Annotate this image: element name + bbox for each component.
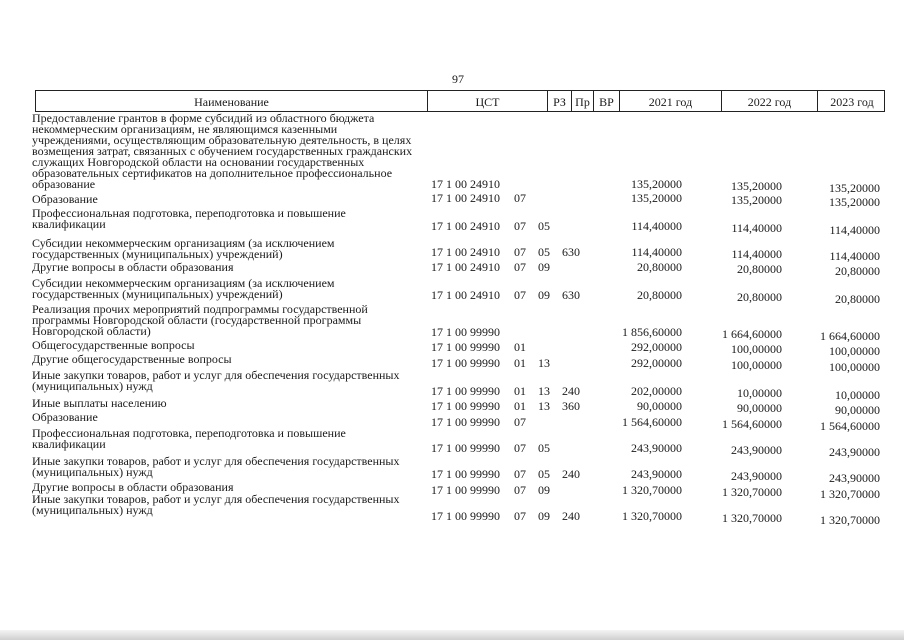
- row-value-2023: 135,20000: [829, 195, 880, 209]
- row-pr: 13: [538, 384, 550, 398]
- row-value-2021: 20,80000: [637, 260, 682, 274]
- header-2022: 2022 год: [722, 91, 818, 111]
- row-name: Иные закупки товаров, работ и услуг для обеспечения государственных (муниципальных) нужд: [32, 368, 400, 393]
- row-value-2022: 114,40000: [731, 247, 782, 261]
- row-rz: 07: [514, 441, 526, 455]
- row-cst: 17 1 00 99990: [431, 384, 500, 398]
- row-name: Предоставление грантов в форме субсидий из областного бюджета некоммерческим организациям, не являющимся казенными учреждениями, осуществляющим образовательную деятельность, в целях возмещения затрат, связанных с обучением государственных гражданских служащих Новгородской области на основании государственных образовательных сертификатов на дополнительное профессиональное образование: [32, 111, 413, 191]
- row-value-2022: 90,00000: [737, 401, 782, 415]
- row-cst: 17 1 00 99990: [431, 399, 500, 413]
- row-pr: 09: [538, 260, 550, 274]
- row-value-2022: 243,90000: [731, 469, 782, 483]
- row-cst: 17 1 00 99990: [431, 415, 500, 429]
- row-value-2023: 1 320,70000: [820, 513, 880, 527]
- header-vr: ВР: [594, 91, 620, 111]
- row-cst: 17 1 00 99990: [431, 467, 500, 481]
- row-cst: 17 1 00 99990: [431, 483, 500, 497]
- row-value-2022: 1 564,60000: [722, 417, 782, 431]
- row-rz: 07: [514, 288, 526, 302]
- row-value-2021: 202,00000: [631, 384, 682, 398]
- row-cst: 17 1 00 99990: [431, 356, 500, 370]
- row-cst: 17 1 00 99990: [431, 441, 500, 455]
- row-value-2021: 114,40000: [631, 219, 682, 233]
- row-value-2023: 100,00000: [829, 360, 880, 374]
- row-vr: 360: [562, 399, 580, 413]
- row-value-2023: 114,40000: [829, 223, 880, 237]
- row-cst: 17 1 00 24910: [431, 177, 500, 191]
- row-rz: 01: [514, 340, 526, 354]
- row-name: Субсидии некоммерческим организациям (за исключением государственных (муниципальных) учреждений): [32, 276, 335, 301]
- row-name: Образование: [32, 192, 98, 206]
- row-value-2021: 20,80000: [637, 288, 682, 302]
- header-2021: 2021 год: [620, 91, 722, 111]
- row-cst: 17 1 00 24910: [431, 260, 500, 274]
- row-value-2021: 292,00000: [631, 340, 682, 354]
- row-value-2023: 1 664,60000: [820, 329, 880, 343]
- row-cst: 17 1 00 24910: [431, 219, 500, 233]
- row-rz: 07: [514, 191, 526, 205]
- row-pr: 05: [538, 467, 550, 481]
- row-name: Иные закупки товаров, работ и услуг для обеспечения государственных (муниципальных) нужд: [32, 454, 400, 479]
- row-value-2022: 114,40000: [731, 221, 782, 235]
- row-value-2021: 243,90000: [631, 467, 682, 481]
- row-value-2022: 100,00000: [731, 358, 782, 372]
- row-value-2023: 135,20000: [829, 181, 880, 195]
- scan-bottom-edge: [0, 630, 904, 640]
- row-vr: 240: [562, 467, 580, 481]
- row-value-2021: 1 564,60000: [622, 415, 682, 429]
- row-name: Реализация прочих мероприятий подпрограммы государственной программы Новгородской области (государственной программы Новгородской области): [32, 302, 368, 338]
- row-value-2022: 20,80000: [737, 262, 782, 276]
- row-value-2023: 20,80000: [835, 292, 880, 306]
- header-rz: РЗ: [548, 91, 572, 111]
- row-value-2023: 20,80000: [835, 264, 880, 278]
- row-vr: 240: [562, 384, 580, 398]
- row-value-2021: 135,20000: [631, 177, 682, 191]
- row-pr: 05: [538, 219, 550, 233]
- row-vr: 240: [562, 509, 580, 523]
- row-vr: 630: [562, 245, 580, 259]
- header-2023: 2023 год: [830, 95, 874, 109]
- row-name: Другие вопросы в области образования: [32, 260, 234, 274]
- row-value-2022: 135,20000: [731, 179, 782, 193]
- row-pr: 13: [538, 399, 550, 413]
- header-name: Наименование: [36, 91, 428, 111]
- row-value-2021: 90,00000: [637, 399, 682, 413]
- row-value-2021: 1 320,70000: [622, 483, 682, 497]
- row-pr: 09: [538, 483, 550, 497]
- row-value-2023: 90,00000: [835, 403, 880, 417]
- row-value-2023: 114,40000: [829, 249, 880, 263]
- row-cst: 17 1 00 24910: [431, 288, 500, 302]
- row-rz: 01: [514, 356, 526, 370]
- row-value-2021: 1 856,60000: [622, 325, 682, 339]
- row-value-2023: 243,90000: [829, 445, 880, 459]
- table-header: [35, 90, 885, 112]
- row-value-2022: 100,00000: [731, 342, 782, 356]
- row-rz: 01: [514, 399, 526, 413]
- row-rz: 07: [514, 509, 526, 523]
- row-value-2021: 114,40000: [631, 245, 682, 259]
- row-value-2022: 135,20000: [731, 193, 782, 207]
- row-name: Профессиональная подготовка, переподготовка и повышение квалификации: [32, 206, 346, 231]
- row-vr: 630: [562, 288, 580, 302]
- row-name: Субсидии некоммерческим организациям (за исключением государственных (муниципальных) учреждений): [32, 236, 335, 261]
- row-value-2022: 20,80000: [737, 290, 782, 304]
- row-cst: 17 1 00 99990: [431, 340, 500, 354]
- row-rz: 07: [514, 415, 526, 429]
- row-value-2023: 100,00000: [829, 344, 880, 358]
- row-name: Общегосударственные вопросы: [32, 338, 195, 352]
- row-rz: 07: [514, 219, 526, 233]
- header-pr: Пр: [572, 91, 594, 111]
- row-cst: 17 1 00 24910: [431, 245, 500, 259]
- row-rz: 07: [514, 245, 526, 259]
- row-name: Другие вопросы в области образования: [32, 480, 234, 494]
- page-number: 97: [452, 72, 464, 86]
- row-value-2022: 1 664,60000: [722, 327, 782, 341]
- row-cst: 17 1 00 99990: [431, 509, 500, 523]
- row-value-2023: 1 320,70000: [820, 487, 880, 501]
- row-value-2021: 292,00000: [631, 356, 682, 370]
- row-name: Другие общегосударственные вопросы: [32, 352, 232, 366]
- row-name: Иные закупки товаров, работ и услуг для обеспечения государственных (муниципальных) нужд: [32, 492, 400, 517]
- row-pr: 13: [538, 356, 550, 370]
- row-rz: 07: [514, 483, 526, 497]
- row-pr: 09: [538, 509, 550, 523]
- row-rz: 07: [514, 260, 526, 274]
- row-value-2021: 243,90000: [631, 441, 682, 455]
- row-value-2023: 243,90000: [829, 471, 880, 485]
- row-value-2022: 243,90000: [731, 443, 782, 457]
- row-rz: 07: [514, 467, 526, 481]
- row-name: Профессиональная подготовка, переподготовка и повышение квалификации: [32, 426, 346, 451]
- row-cst: 17 1 00 99990: [431, 325, 500, 339]
- header-cst: ЦСТ: [428, 91, 548, 111]
- row-cst: 17 1 00 24910: [431, 191, 500, 205]
- row-value-2022: 1 320,70000: [722, 485, 782, 499]
- row-pr: 05: [538, 245, 550, 259]
- row-name: Иные выплаты населению: [32, 396, 167, 410]
- row-pr: 05: [538, 441, 550, 455]
- row-pr: 09: [538, 288, 550, 302]
- row-value-2022: 10,00000: [737, 386, 782, 400]
- row-rz: 01: [514, 384, 526, 398]
- row-value-2023: 10,00000: [835, 388, 880, 402]
- row-value-2022: 1 320,70000: [722, 511, 782, 525]
- row-value-2023: 1 564,60000: [820, 419, 880, 433]
- row-value-2021: 1 320,70000: [622, 509, 682, 523]
- row-name: Образование: [32, 410, 98, 424]
- row-value-2021: 135,20000: [631, 191, 682, 205]
